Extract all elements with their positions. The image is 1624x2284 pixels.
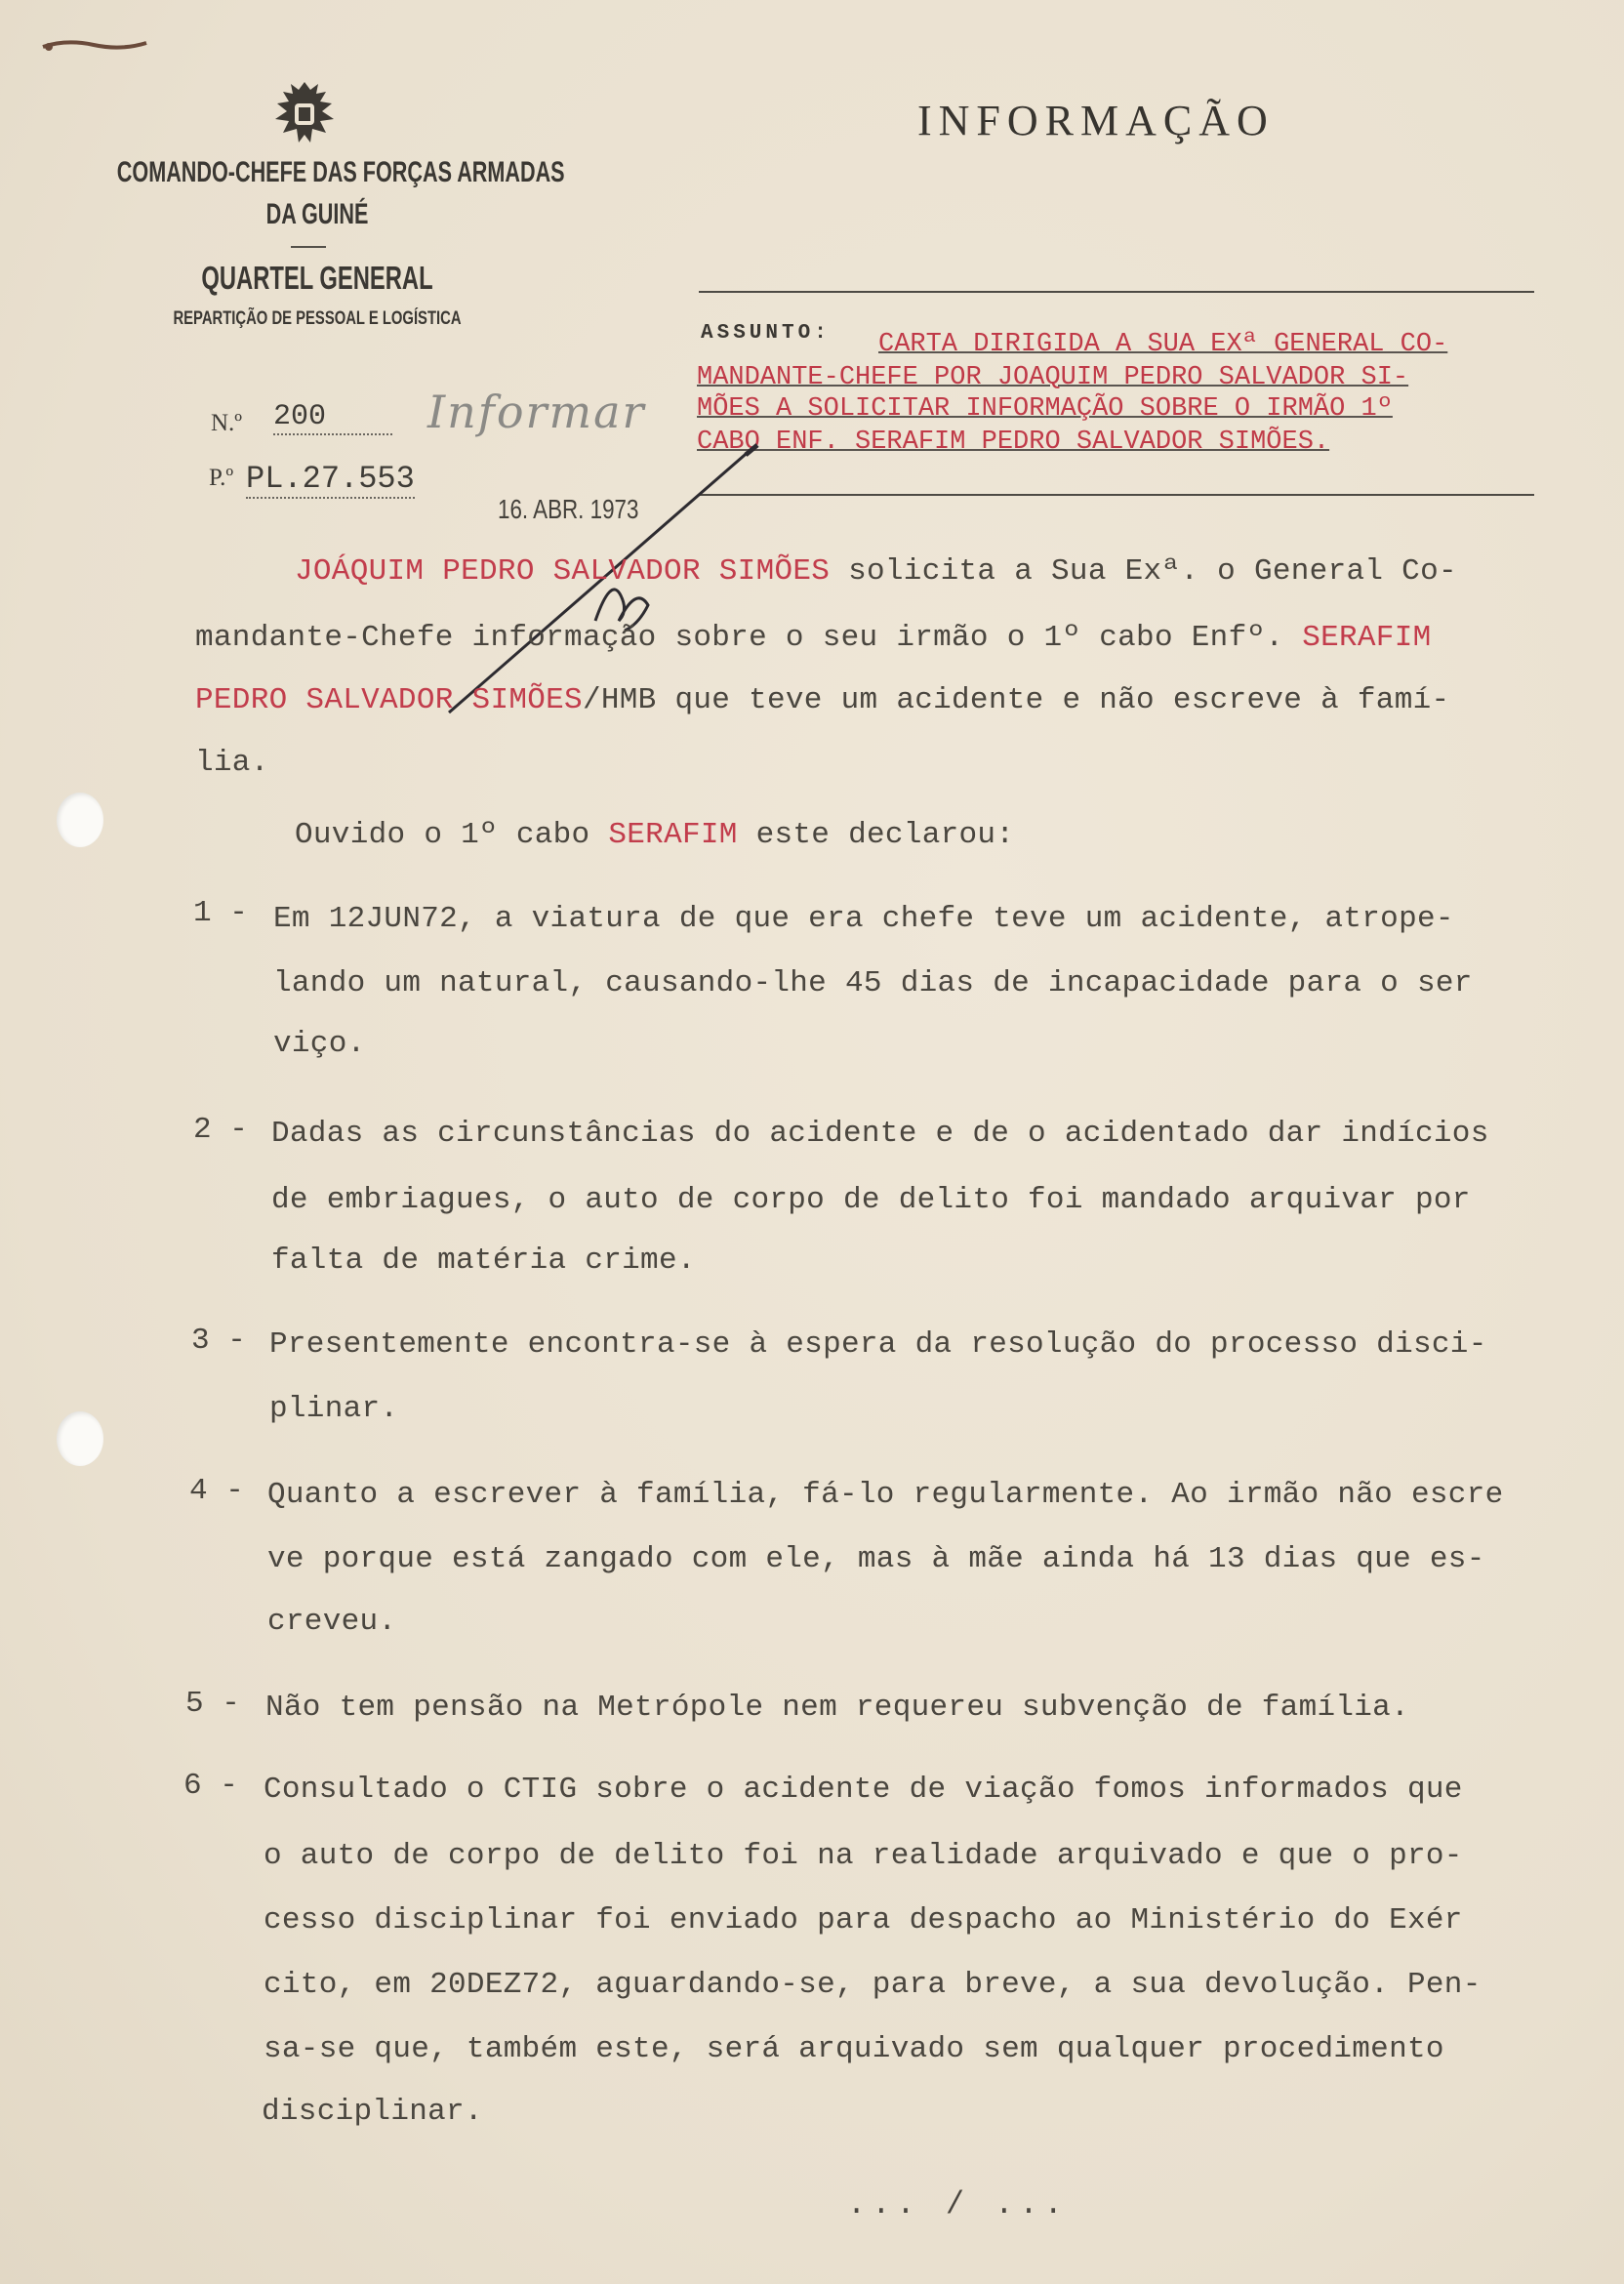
item-2-line-3: falta de matéria crime. — [271, 1244, 696, 1278]
subject-line-3: MÕES A SOLICITAR INFORMAÇÃO SOBRE O IRMÃO 1º — [697, 394, 1393, 424]
subject-line-1: CARTA DIRIGIDA A SUA EXª GENERAL CO- — [878, 330, 1448, 359]
heard-post: este declarou: — [737, 818, 1015, 852]
soldier-name-part1: SERAFIM — [1302, 621, 1432, 655]
process-value: PL.27.553 — [246, 461, 415, 497]
intro-line-4: lia. — [195, 746, 269, 780]
item-2-line-1: Dadas as circunstâncias do acidente e de o acidentado dar indícios — [271, 1117, 1489, 1151]
intro-line-1-text: solicita a Sua Exª. o General Co- — [830, 554, 1457, 589]
number-label: N.º — [211, 410, 243, 436]
document-title: INFORMAÇÃO — [917, 97, 1275, 144]
coat-of-arms-icon — [256, 76, 353, 150]
department-name: REPARTIÇÃO DE PESSOAL E LOGÍSTICA — [173, 308, 462, 329]
item-number-5: 5 - — [185, 1687, 240, 1721]
org-name-line1: COMANDO-CHEFE DAS FORÇAS ARMADAS — [116, 156, 565, 188]
letterhead-divider — [291, 246, 326, 248]
petitioner-name: JOÁQUIM PEDRO SALVADOR SIMÕES — [295, 554, 831, 589]
subject-bottom-rule — [699, 494, 1534, 496]
item-1-line-2: lando um natural, causando-lhe 45 dias de incapacidade para o ser — [273, 966, 1473, 1000]
number-value: 200 — [273, 400, 392, 435]
handwritten-note: Informar — [427, 386, 646, 438]
item-2-line-2: de embriagues, o auto de corpo de delito foi mandado arquivar por — [271, 1183, 1471, 1217]
item-3-line-1: Presentemente encontra-se à espera da resolução do processo disci- — [269, 1327, 1487, 1362]
item-6-line-2: o auto de corpo de delito foi na realidade arquivado e que o pro- — [264, 1839, 1463, 1873]
item-number-6: 6 - — [183, 1769, 238, 1803]
continuation-mark: ... / ... — [847, 2186, 1069, 2223]
item-number-2: 2 - — [193, 1113, 248, 1147]
item-6-line-1: Consultado o CTIG sobre o acidente de viação fomos informados que — [264, 1773, 1463, 1807]
heard-pre: Ouvido o 1º cabo — [295, 818, 609, 852]
item-1-line-3: viço. — [273, 1027, 366, 1061]
item-6-line-3: cesso disciplinar foi enviado para despacho ao Ministério do Exér — [264, 1903, 1463, 1937]
heard-line — [295, 818, 1014, 852]
item-4-line-2: ve porque está zangado com ele, mas à mãe ainda há 13 dias que es- — [267, 1542, 1485, 1576]
item-number-4: 4 - — [189, 1474, 244, 1508]
item-5-line-1: Não tem pensão na Metrópole nem requereu subvenção de família. — [265, 1691, 1409, 1725]
intro-line-2 — [195, 621, 1432, 655]
subject-label: ASSUNTO: — [701, 322, 831, 345]
subject-top-rule — [699, 291, 1534, 293]
item-6-line-5: sa-se que, também este, será arquivado sem qualquer procedimento — [264, 2032, 1444, 2066]
stamp-date: 16. ABR. 1973 — [498, 494, 639, 524]
unit-name: QUARTEL GENERAL — [201, 260, 433, 296]
item-4-line-1: Quanto a escrever à família, fá-lo regularmente. Ao irmão não escre — [267, 1478, 1504, 1512]
item-number-3: 3 - — [191, 1324, 246, 1358]
intro-line-3-text: /HMB que teve um acidente e não escreve à famí- — [582, 683, 1450, 717]
intro-line-3 — [195, 683, 1449, 717]
item-6-line-4: cito, em 20DEZ72, aguardando-se, para breve, a sua devolução. Pen- — [264, 1968, 1482, 2002]
item-1-line-1: Em 12JUN72, a viatura de que era chefe teve um acidente, atrope- — [273, 902, 1454, 936]
subject-line-4: CABO ENF. SERAFIM PEDRO SALVADOR SIMÕES. — [697, 428, 1330, 457]
process-label: P.º — [209, 465, 234, 491]
item-3-line-2: plinar. — [269, 1392, 399, 1426]
soldier-name-part2: PEDRO SALVADOR SIMÕES — [195, 683, 583, 717]
subject-line-2: MANDANTE-CHEFE POR JOAQUIM PEDRO SALVADOR SI- — [697, 363, 1409, 392]
staple-mark — [37, 31, 154, 61]
item-6-line-6: disciplinar. — [262, 2095, 483, 2129]
org-name-line2: DA GUINÉ — [265, 198, 369, 230]
heard-name: SERAFIM — [608, 818, 738, 852]
punch-hole — [57, 1411, 103, 1466]
item-number-1: 1 - — [193, 896, 248, 930]
intro-line-2-text: mandante-Chefe informação sobre o seu irmão o 1º cabo Enfº. — [195, 621, 1303, 655]
punch-hole — [57, 793, 103, 847]
intro-line-1 — [295, 554, 1457, 589]
item-4-line-3: creveu. — [267, 1605, 397, 1639]
